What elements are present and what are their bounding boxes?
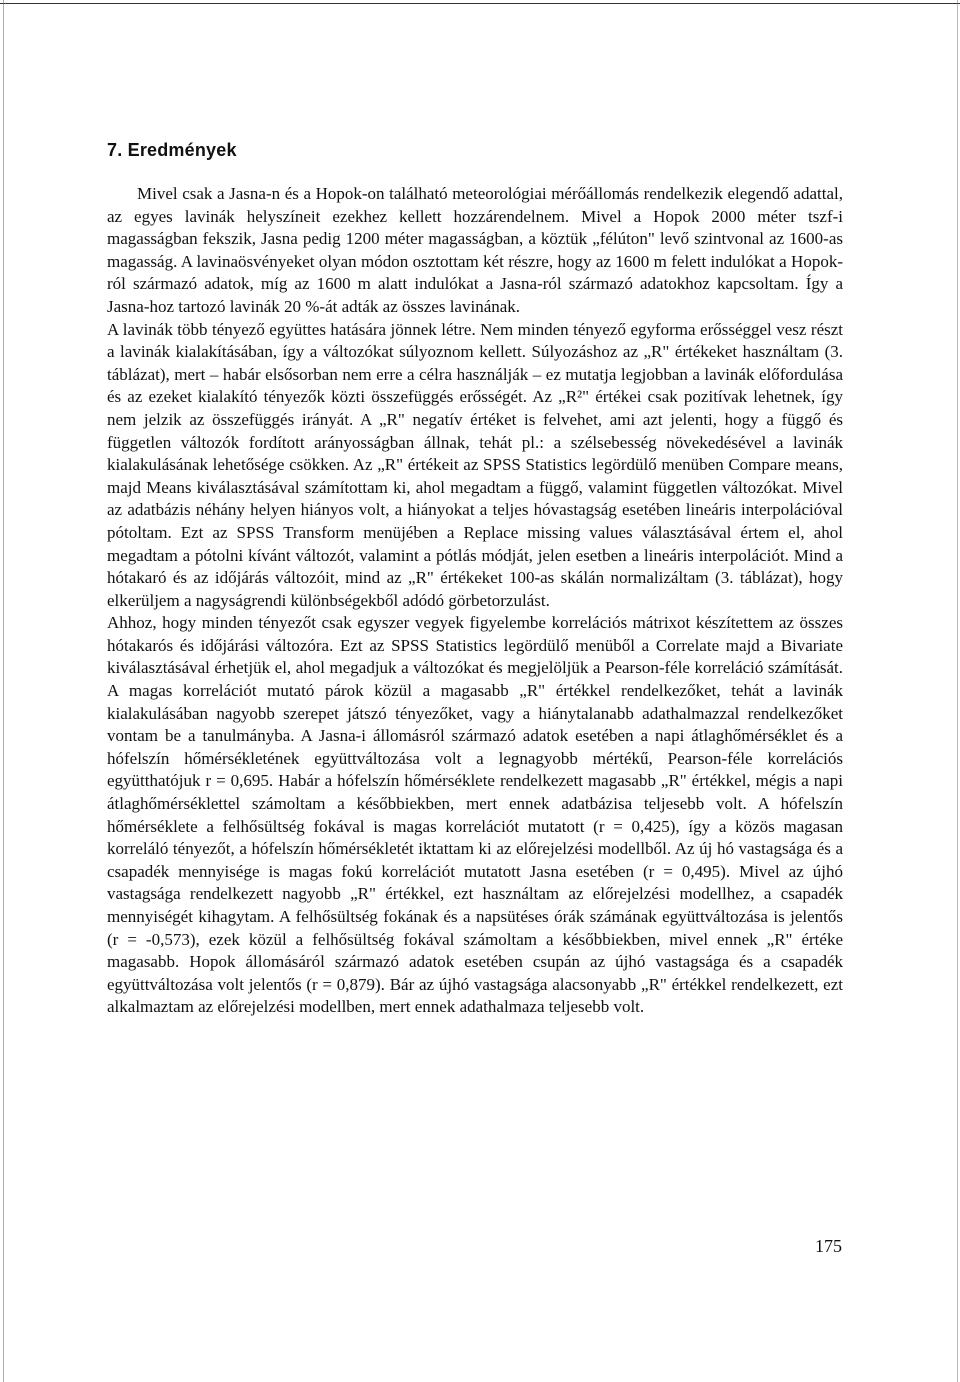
page-number: 175 <box>815 1236 842 1256</box>
scan-border-right <box>957 0 958 1382</box>
paragraph-weighting: A lavinák több tényező együttes hatására jönnek létre. Nem minden tényező egyforma erősséggel vesz részt a lavinák kialakításában, így a változókat súlyoznom kellett. Súlyozáshoz az „R" értékeket használtam (3. táblázat), mert – habár elsősorban nem erre a célra használják – ez mutatja legjobban a lavinák előfordulása és az ezeket kialakító tényezők közti összefüggés erősségét. Az „R²" értékei csak pozitívak lehetnek, így nem jelzik az összefüggés irányát. A „R" negatív értéket is felvehet, ami azt jelenti, hogy a függő és független változók fordított arányosságban állnak, tehát pl.: a szélsebesség növekedésével a lavinák kialakulásának lehetősége csökken. Az „R" értékeit az SPSS Statistics legördülő menüben Compare means, majd Means kiválasztásával számítottam ki, ahol megadtam a függő, valamint független változókat. Mivel az adatbázis néhány helyen hiányos volt, a hiányokat a teljes hóvastagság esetében lineáris interpolációval pótoltam. Ezt az SPSS Transform menüjében a Replace missing values választásával értem el, ahol megadtam a pótolni kívánt változót, valamint a pótlás módját, jelen esetben a lineáris interpolációt. Mind a hótakaró és az időjárás változóit, mind az „R" értékeket 100-as skálán normalizáltam (3. táblázat), hogy elkerüljem a nagyságrendi különbségekből adódó görbetorzulást. <box>107 319 843 610</box>
paragraph-correlation: Ahhoz, hogy minden tényezőt csak egyszer vegyek figyelembe korrelációs mátrixot készítettem az összes hótakarós és időjárási változóra. Ezt az SPSS Statistics legördülő menüből a Correlate majd a Bivariate kiválasztásával érhetjük el, ahol megadjuk a változókat és megjelöljük a Pearson-féle korreláció számítását. A magas korrelációt mutató párok közül a magasabb „R" értékkel rendelkezőket, tehát a lavinák kialakulásában nagyobb szerepet játszó tényezőket, vagy a hiánytalanabb adathalmazzal rendelkezőket vontam be a tanulmányba. A Jasna-i állomásról származó adatok esetében a napi átlaghőmérséklet és a hófelszín hőmérsékletének együttváltozása volt a legnagyobb mértékű, Pearson-féle korrelációs együtthatójuk r = 0,695. Habár a hófelszín hőmérséklete rendelkezett magasabb „R" értékkel, mégis a napi átlaghőmérséklettel számoltam a későbbiekben, mert ennek adatbázisa teljesebb volt. A hófelszín hőmérséklete a felhősültség fokával is magas korrelációt mutatott (r = 0,425), így a közös magasan korreláló tényezőt, a hófelszín hőmérsékletét iktattam ki az előrejelzési modellből. Az új hó vastagsága és a csapadék mennyisége is magas fokú korrelációt mutatott Jasna esetében (r = 0,495). Mivel az újhó vastagsága rendelkezett nagyobb „R" értékkel, ezt használtam az előrejelzési modellhez, a csapadék mennyiségét kihagytam. A felhősültség fokának és a napsütéses órák számának együttváltozása is jelentős (r = -0,573), ezek közül a felhősültség fokával számoltam a későbbiekben, mivel ennek „R" értéke magasabb. Hopok állomásáról származó adatok esetében csupán az újhó vastagsága és a csapadék együttváltozása volt jelentős (r = 0,879). Bár az újhó vastagsága alacsonyabb „R" értékkel rendelkezett, ezt alkalmaztam az előrejelzési modellben, mert ennek adathalmaza teljesebb volt. <box>107 613 843 1017</box>
scan-border-left <box>3 0 4 1382</box>
page-body <box>107 140 843 1019</box>
paragraph-stations: Mivel csak a Jasna-n és a Hopok-on található meteorológiai mérőállomás rendelkezik elegendő adattal, az egyes lavinák helyszíneit ezekhez kellett hozzárendelnem. Mivel a Hopok 2000 méter tszf-i magasságban fekszik, Jasna pedig 1200 méter magasságban, a köztük „félúton" levő szintvonal az 1600-as magasság. A lavinaösvényeket olyan módon osztottam két részre, hogy az 1600 m felett indulókat a Hopok-ról származó adatok, míg az 1600 m alatt indulókat a Jasna-ról származó adatokhoz kapcsoltam. Így a Jasna-hoz tartozó lavinák 20 %-át adták az összes lavinának. <box>107 184 843 316</box>
section-heading: 7. Eredmények <box>107 140 237 160</box>
scan-border-top <box>0 3 960 4</box>
